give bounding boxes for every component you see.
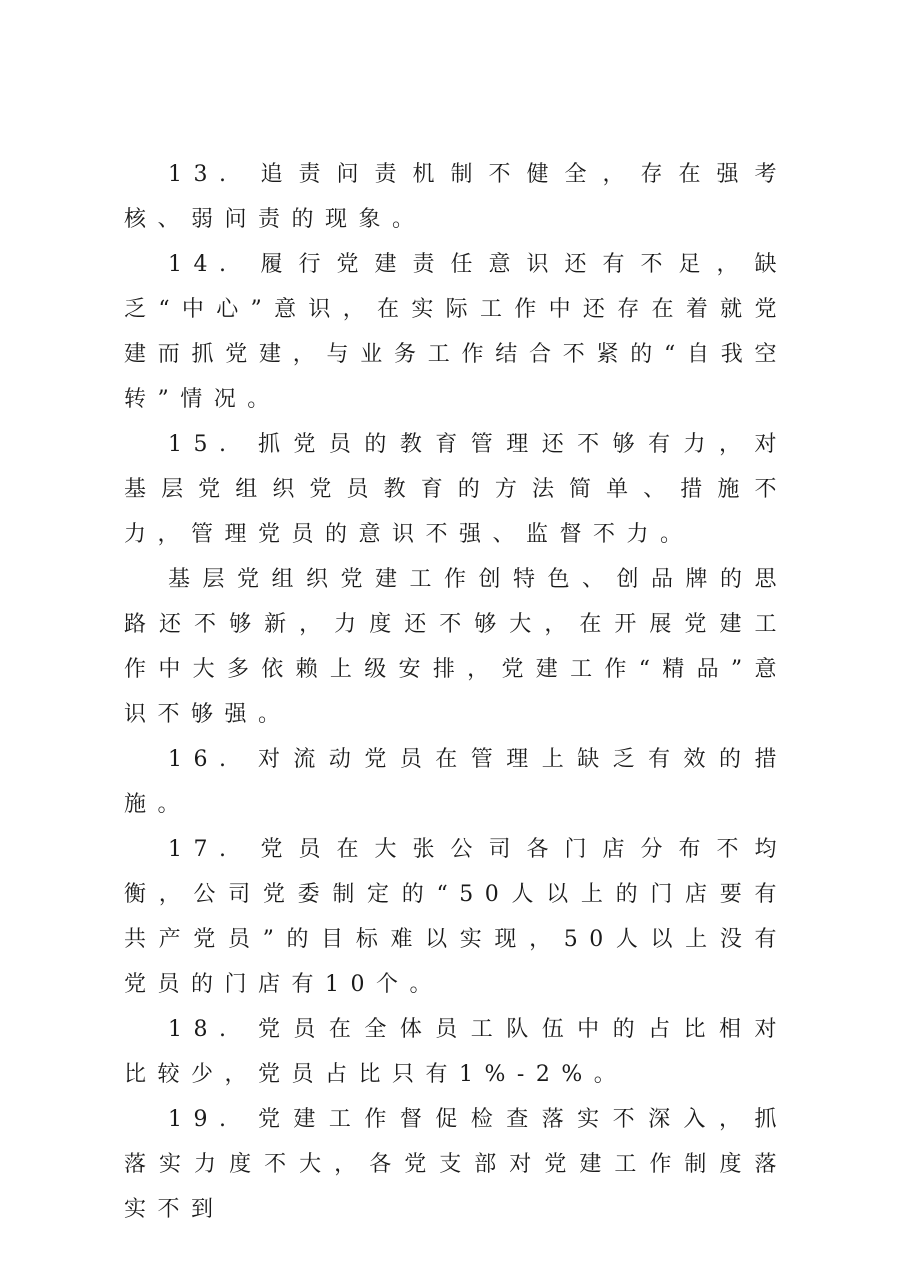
paragraph-item-13: 13. 追责问责机制不健全，存在强考核、弱问责的现象。 [124, 162, 788, 232]
paragraph-item-18: 18. 党员在全体员工队伍中的占比相对比较少，党员占比只有1%-2%。 [124, 1017, 788, 1087]
paragraph-item-15: 15. 抓党员的教育管理还不够有力，对基层党组织党员教育的方法简单、措施不力，管理党员的意识不强、监督不力。 [124, 432, 788, 547]
paragraph-item-16: 16. 对流动党员在管理上缺乏有效的措施。 [124, 747, 788, 817]
paragraph-grassroots-branding: 基层党组织党建工作创特色、创品牌的思路还不够新，力度还不够大，在开展党建工作中大多依赖上级安排，党建工作“精品”意识不够强。 [124, 567, 788, 727]
paragraph-item-19: 19. 党建工作督促检查落实不深入，抓落实力度不大，各党支部对党建工作制度落实不到 [124, 1107, 788, 1222]
document-body [124, 152, 788, 1232]
paragraph-item-17: 17. 党员在大张公司各门店分布不均衡，公司党委制定的“50人以上的门店要有共产党员”的目标难以实现，50人以上没有党员的门店有10个。 [124, 837, 788, 997]
paragraph-item-14: 14. 履行党建责任意识还有不足，缺乏“中心”意识，在实际工作中还存在着就党建而抓党建，与业务工作结合不紧的“自我空转”情况。 [124, 252, 788, 412]
